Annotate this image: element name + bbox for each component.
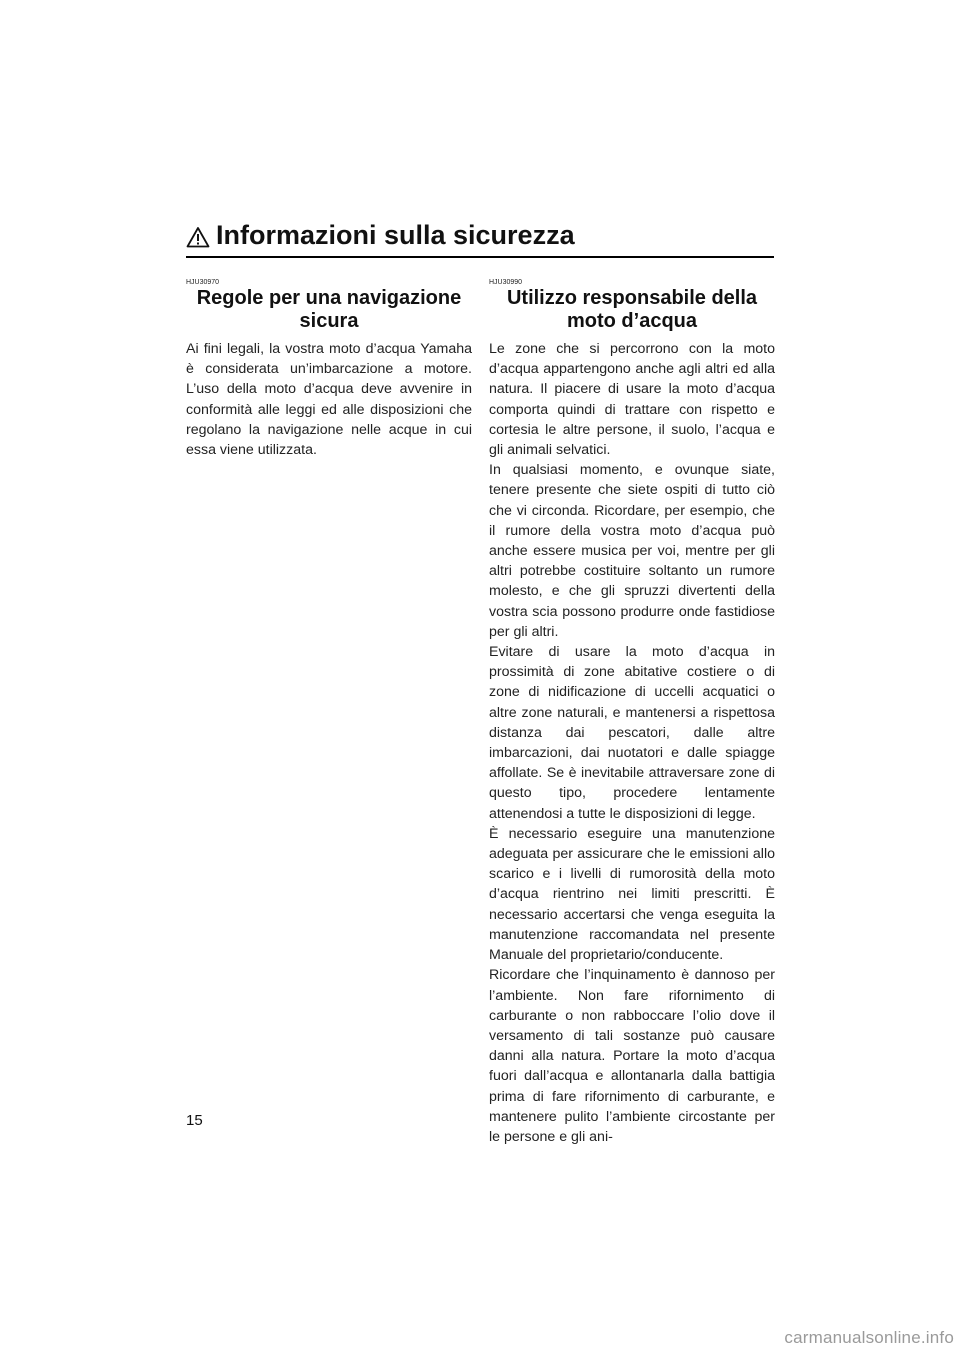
section-code: HJU30970 xyxy=(186,279,220,286)
warning-triangle-icon xyxy=(186,226,210,248)
section-title-line: Regole per una navigazione xyxy=(196,287,462,309)
section-title-safe-navigation xyxy=(186,287,472,333)
page-header xyxy=(186,222,774,258)
paragraph: Ricordare che l’inquinamento è dannoso per l’ambiente. Non fare rifornimento di carburante o non rabboccare l’olio dove il versamento di tali sostanze può causare danni alla natura. Portare la moto d’acqua fuori dall’acqua e allontanarla dalla battigia prima di fare rifornimento di carburante, e mantenere pulito l’ambiente circostante per le persone e gli ani- xyxy=(489,967,775,1145)
section-title-line: sicura xyxy=(299,310,359,332)
page-number: 15 xyxy=(186,1112,203,1129)
right-column xyxy=(489,279,775,1147)
paragraph: In qualsiasi momento, e ovunque siate, tenere presente che siete ospiti di tutto ciò che vi circonda. Ricordare, per esempio, che il rumore della vostra moto d’acqua può anche essere musica per voi, mentre per gli altri potrebbe costituire soltanto un rumore molesto, e che gli spruzzi divertenti della vostra scia possono produrre onde fastidiose per gli altri. xyxy=(489,462,775,640)
section-title-line: moto d’acqua xyxy=(566,310,697,332)
paragraph: Ai fini legali, la vostra moto d’acqua Yamaha è considerata un’imbarcazione a motore. L’uso della moto d’acqua deve avvenire in conformità alle leggi ed alle disposizioni che regolano la navigazione nelle acque in cui essa viene utilizzata. xyxy=(186,341,472,459)
paragraph: Evitare di usare la moto d’acqua in prossimità di zone abitative costiere o di zone di nidificazione di uccelli acquatici o altre zone naturali, e mantenersi a rispettosa distanza dai pescatori, dalle altre imbarcazioni, dai nuotatori e dalle spiagge affollate. Se è inevitabile attraversare zone di questo tipo, procedere lentamente attenendosi a tutte le disposizioni di legge. xyxy=(489,644,775,822)
section-code: HJU30990 xyxy=(489,279,523,286)
paragraph: Le zone che si percorrono con la moto d’acqua appartengono anche agli altri ed alla natura. Il piacere di usare la moto d’acqua comporta quindi di trattare con rispetto e cortesia le altre persone, il suolo, l’acqua e gli animali selvatici. xyxy=(489,341,775,459)
section-title-line: Utilizzo responsabile della xyxy=(506,287,758,309)
page-title: Informazioni sulla sicurezza xyxy=(216,220,575,250)
paragraph: È necessario eseguire una manutenzione adeguata per assicurare che le emissioni allo scarico e i livelli di rumorosità della moto d’acqua rientrino nei limiti prescritti. È necessario accertarsi che venga eseguita la manutenzione raccomandata nel presente Manuale del proprietario/conducente. xyxy=(489,825,775,964)
section-title-responsible-use xyxy=(489,287,775,333)
footer-watermark-url[interactable]: carmanualsonline.info xyxy=(784,1328,954,1347)
left-column xyxy=(186,279,472,460)
